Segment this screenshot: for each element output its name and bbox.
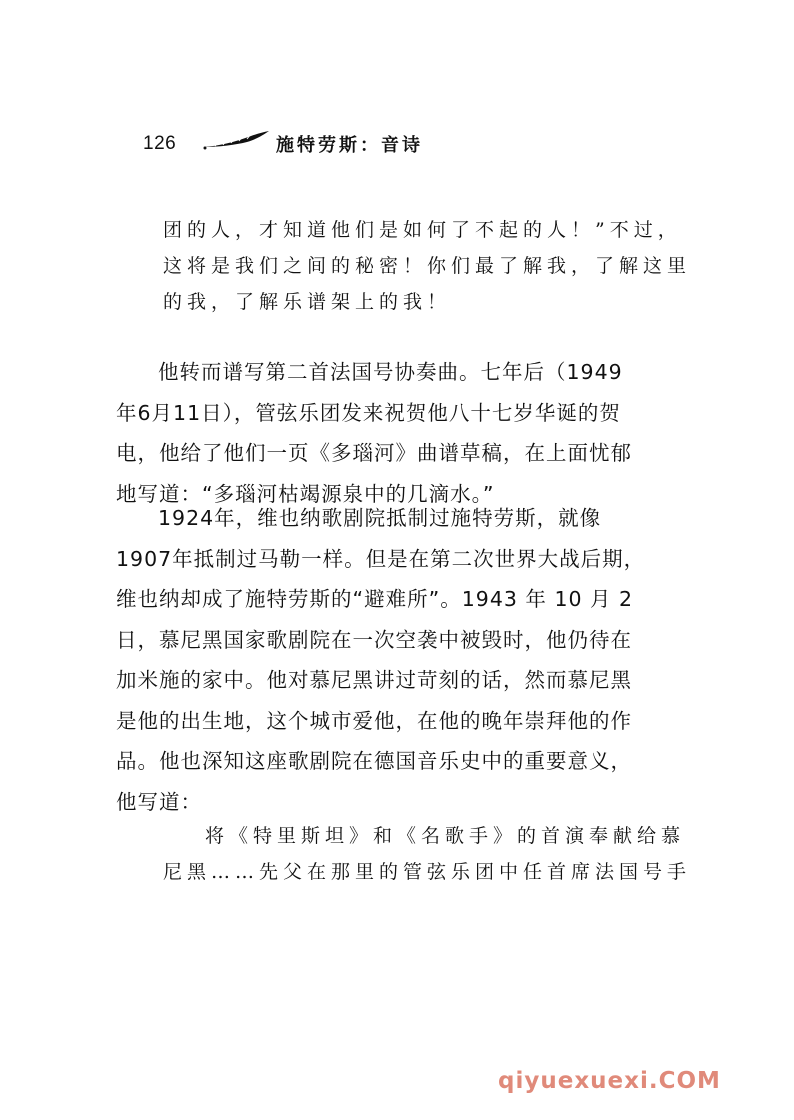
watermark: qiyuexuexi.COM	[498, 1068, 721, 1094]
quote-line: 的我，了解乐谱架上的我！	[163, 291, 452, 313]
paragraph-1	[116, 352, 632, 514]
quill-icon	[201, 130, 271, 152]
paragraph-line: 维也纳却成了施特劳斯的“避难所”。1943 年 10 月 2	[116, 587, 634, 611]
quote-line: 这将是我们之间的秘密！你们最了解我，了解这里	[163, 255, 692, 277]
quote-line: 团的人，才知道他们是如何了不起的人！”不过，	[163, 219, 682, 241]
paragraph-line: 地写道：“多瑙河枯竭源泉中的几滴水。”	[116, 481, 495, 506]
quote-line: 将《特里斯坦》和《名歌手》的首演奉献给慕	[205, 825, 686, 847]
paragraph-line: 加米施的家中。他对慕尼黑讲过苛刻的话，然而慕尼黑	[116, 668, 632, 692]
paragraph-line: 他写道：	[116, 789, 202, 814]
paragraph-line: 1907年抵制过马勒一样。但是在第二次世界大战后期，	[116, 546, 646, 571]
paragraph-line: 年6月11日），管弦乐团发来祝贺他八十七岁华诞的贺	[116, 400, 621, 425]
paragraph-2	[116, 498, 645, 822]
block-quote-top	[163, 212, 691, 320]
page-number: 126	[143, 133, 177, 154]
block-quote-bottom	[163, 818, 691, 890]
quote-line: 尼黑……先父在那里的管弦乐团中任首席法国号手	[163, 861, 692, 883]
paragraph-line: 品。他也深知这座歌剧院在德国音乐史中的重要意义，	[116, 749, 632, 773]
paragraph-line: 是他的出生地，这个城市爱他，在他的晚年崇拜他的作	[116, 708, 632, 733]
paragraph-line: 1924年，维也纳歌剧院抵制过施特劳斯，就像	[158, 506, 602, 530]
paragraph-line: 他转而谱写第二首法国号协奏曲。七年后（1949	[158, 360, 623, 384]
paragraph-line: 电，他给了他们一页《多瑙河》曲谱草稿，在上面忧郁	[116, 441, 632, 465]
running-title: 施特劳斯：音诗	[276, 135, 423, 156]
paragraph-line: 日，慕尼黑国家歌剧院在一次空袭中被毁时，他仍待在	[116, 627, 632, 652]
